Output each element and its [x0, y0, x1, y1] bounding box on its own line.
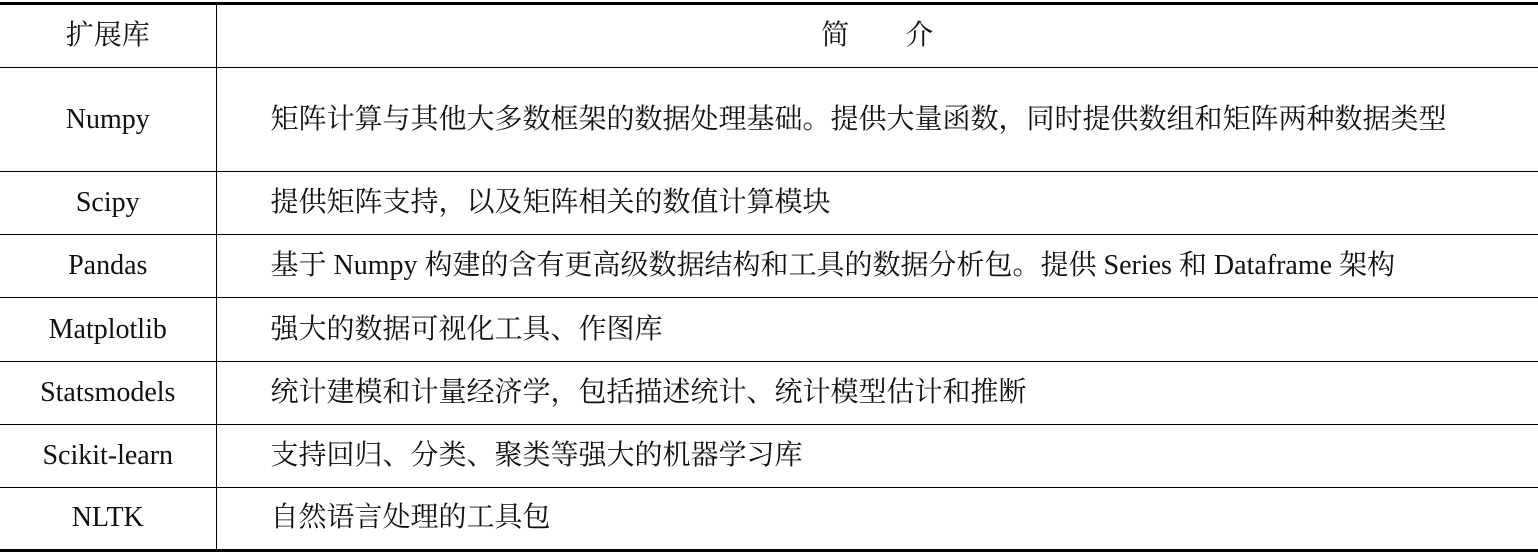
table-row	[0, 235, 1538, 298]
library-name: Numpy	[0, 68, 216, 172]
table-row	[0, 424, 1538, 487]
library-description: 基于 Numpy 构建的含有更高级数据结构和工具的数据分析包。提供 Series 和 Dataframe 架构	[216, 235, 1538, 298]
library-table-container	[0, 2, 1538, 552]
table-row	[0, 172, 1538, 235]
library-description: 自然语言处理的工具包	[216, 487, 1538, 550]
library-table	[0, 2, 1538, 552]
library-description: 提供矩阵支持，以及矩阵相关的数值计算模块	[216, 172, 1538, 235]
library-name: Statsmodels	[0, 361, 216, 424]
table-row	[0, 298, 1538, 361]
library-description: 强大的数据可视化工具、作图库	[216, 298, 1538, 361]
table-header-row	[0, 4, 1538, 68]
library-description: 矩阵计算与其他大多数框架的数据处理基础。提供大量函数，同时提供数组和矩阵两种数据类型	[216, 68, 1538, 172]
library-description: 统计建模和计量经济学，包括描述统计、统计模型估计和推断	[216, 361, 1538, 424]
library-name: NLTK	[0, 487, 216, 550]
header-library: 扩展库	[0, 4, 216, 68]
header-description: 简介	[216, 4, 1538, 68]
table-row	[0, 487, 1538, 550]
library-name: Pandas	[0, 235, 216, 298]
library-description: 支持回归、分类、聚类等强大的机器学习库	[216, 424, 1538, 487]
library-name: Scikit-learn	[0, 424, 216, 487]
table-row	[0, 361, 1538, 424]
table-row	[0, 68, 1538, 172]
library-name: Matplotlib	[0, 298, 216, 361]
library-name: Scipy	[0, 172, 216, 235]
